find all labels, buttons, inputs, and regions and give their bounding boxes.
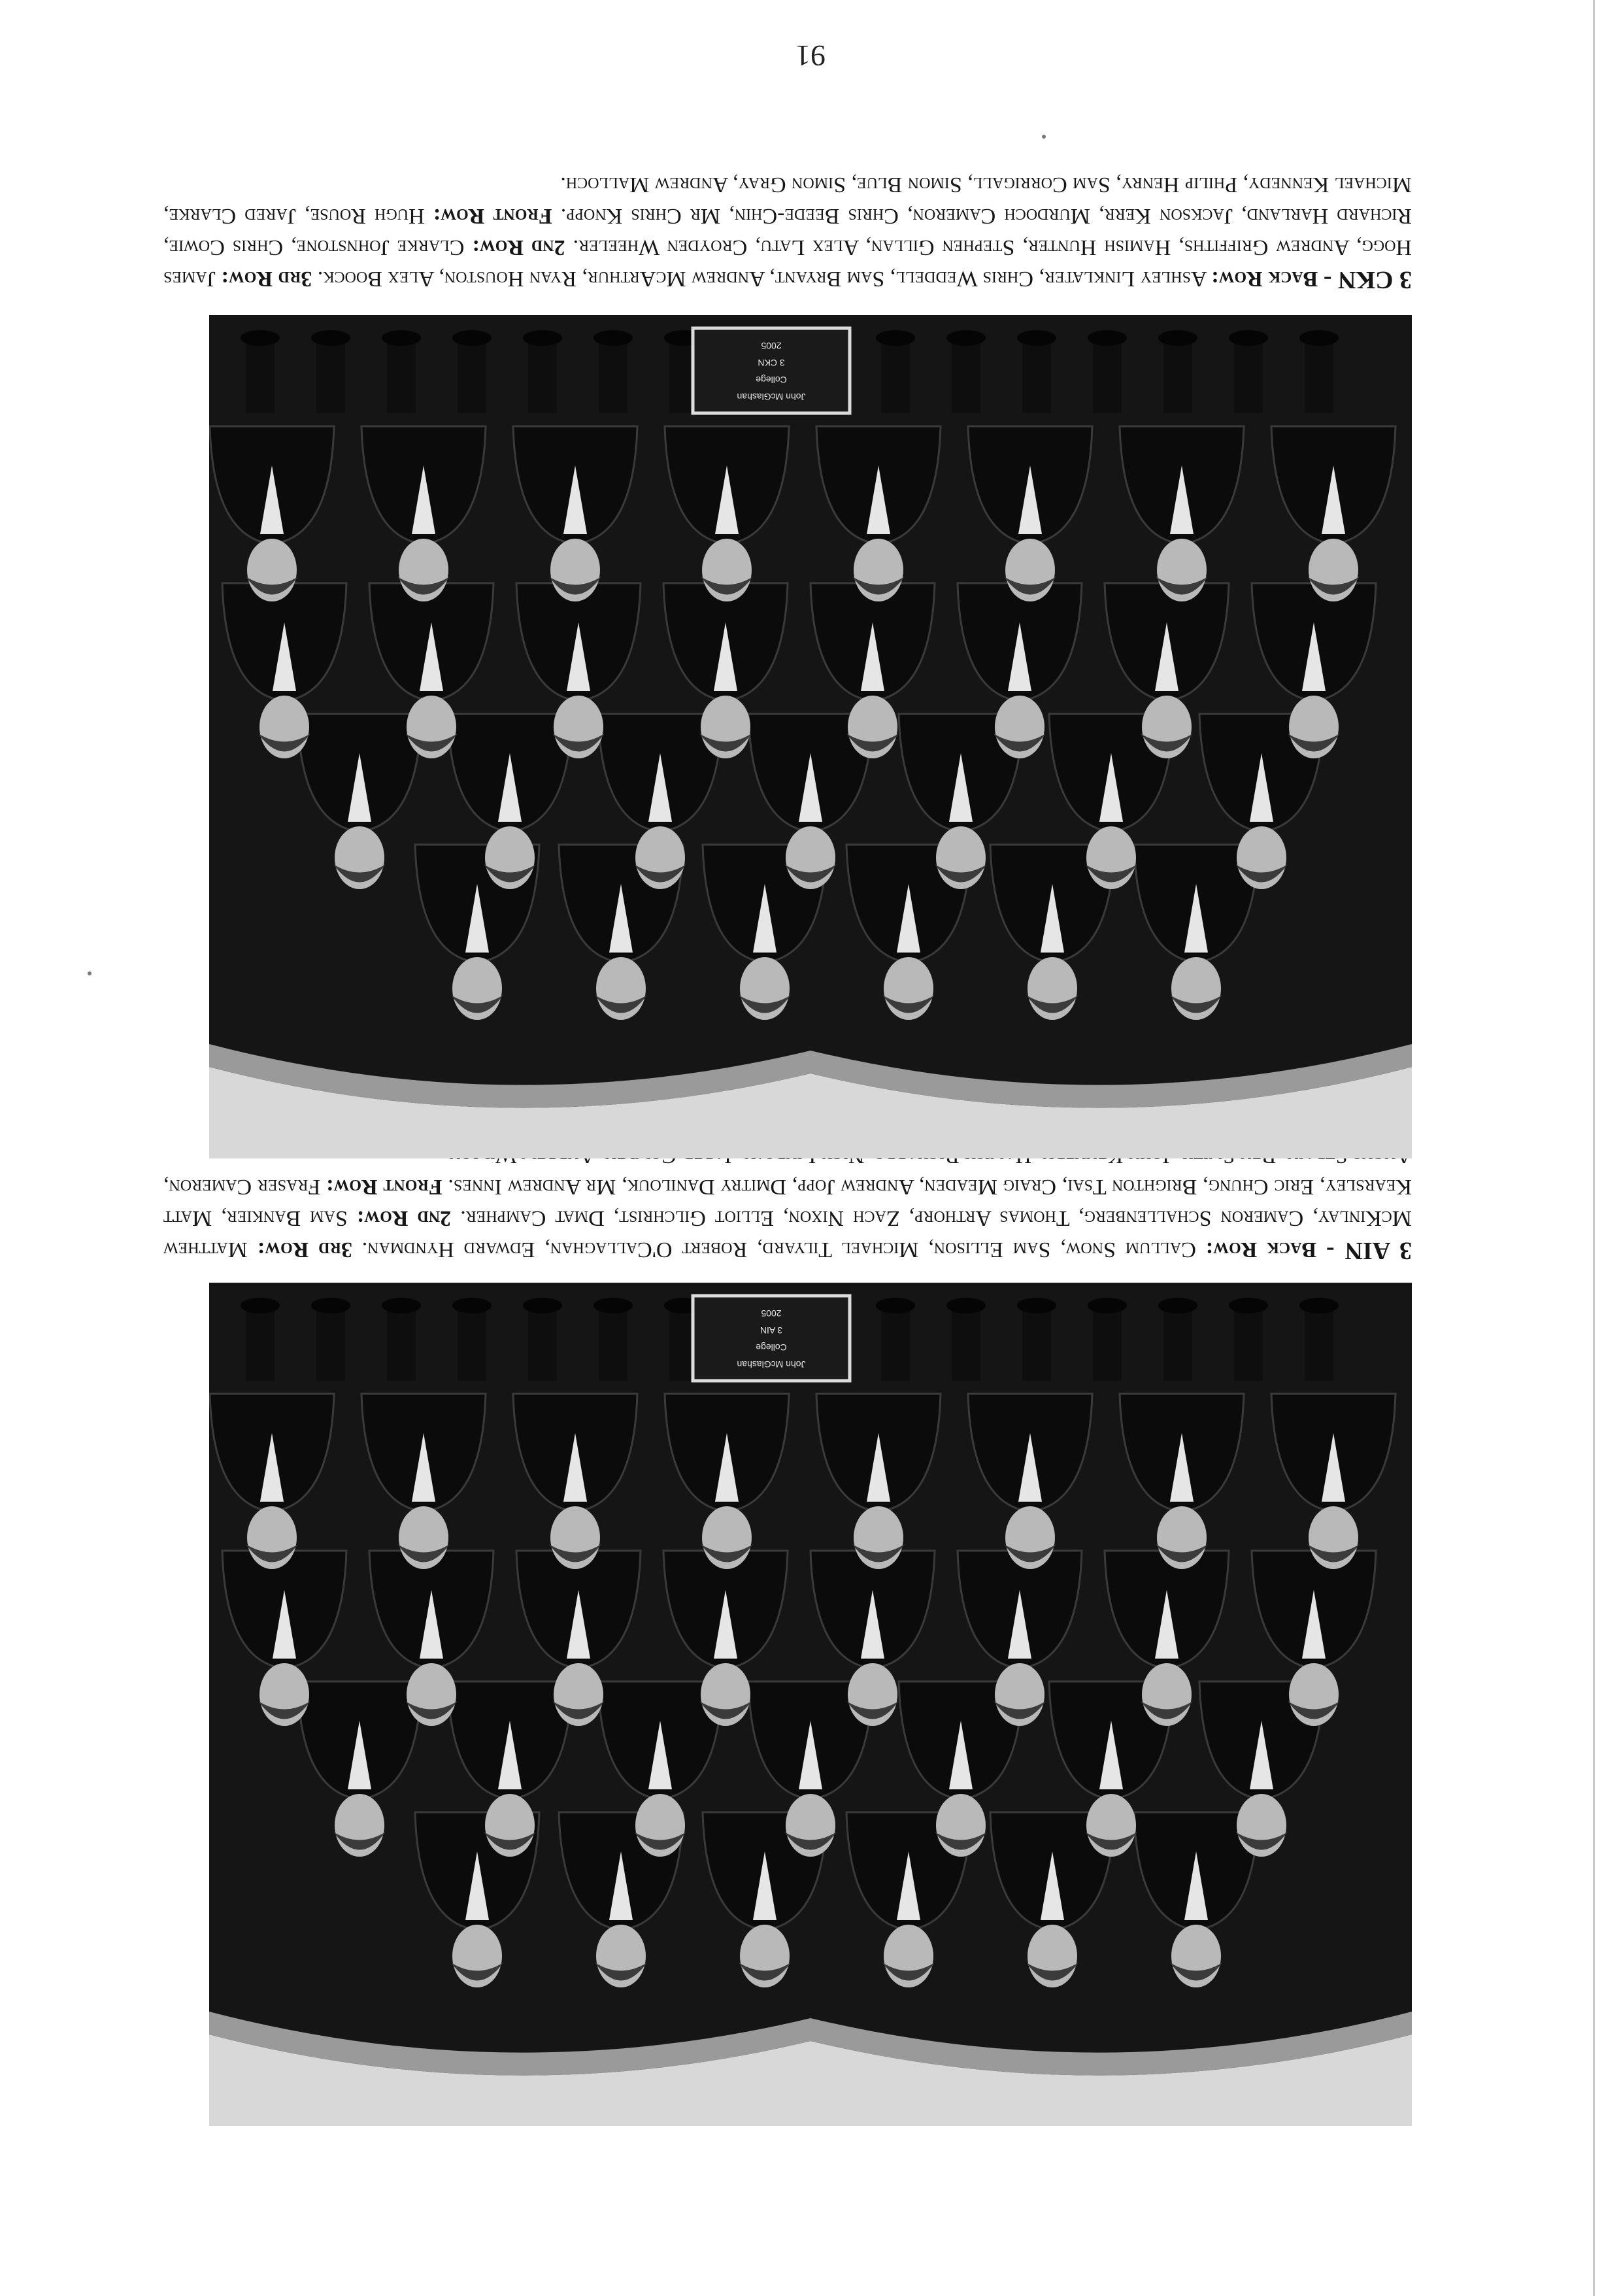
student-shoe	[311, 330, 350, 346]
row-names: Fraser Cameron,	[163, 1175, 321, 1199]
scan-edge-line	[1593, 0, 1595, 2296]
student-shoe	[593, 1298, 633, 1313]
name-board-line-4: 2005	[761, 341, 782, 351]
name-board	[693, 328, 850, 413]
student-legs	[458, 341, 486, 413]
name-board-line-1: John McGlashan	[737, 392, 806, 402]
student-shoe	[1158, 330, 1197, 346]
student-legs	[952, 1309, 980, 1381]
page-number: 91	[795, 39, 826, 73]
student-legs	[246, 1309, 275, 1381]
student-legs	[458, 1309, 486, 1381]
student-shoe	[1017, 330, 1056, 346]
student-shoe	[452, 330, 492, 346]
row-label: 2nd Row:	[472, 235, 565, 260]
class-label: 3 AIN -	[1326, 1237, 1412, 1264]
name-board-line-4: 2005	[761, 1308, 782, 1319]
row-names: James Hogg, Andrew Griffiths, Hamish Hunter, Stephen Gillan, Alex Latu, Croyden Wheeler.	[163, 235, 1412, 291]
name-board	[693, 1296, 850, 1381]
scan-speck	[1042, 135, 1046, 139]
student-legs	[1234, 1309, 1263, 1381]
student-shoe	[1299, 1298, 1339, 1313]
row-label: Back Row:	[1211, 267, 1318, 291]
row-label: 3rd Row:	[221, 267, 312, 291]
student-legs	[881, 341, 910, 413]
student-legs	[246, 341, 275, 413]
student-shoe	[1158, 1298, 1197, 1313]
student-shoe	[1088, 330, 1127, 346]
student-shoe	[382, 1298, 421, 1313]
student-legs	[528, 341, 557, 413]
class-photo-3ckn	[209, 315, 1412, 1158]
student-shoe	[311, 1298, 350, 1313]
name-board-line-2: College	[756, 375, 787, 385]
student-shoe	[1229, 330, 1268, 346]
row-label: 2nd Row:	[356, 1206, 452, 1230]
student-legs	[1234, 341, 1263, 413]
student-shoe	[452, 1298, 492, 1313]
name-board-line-3: 3 AIN	[760, 1325, 783, 1336]
row-names: Sam Bankier, Matt Kearsley, Eric Chung, Brighton Tsai, Craig Meaden, Andrew Jopp, Dmitry Danilouk, Mr Andrew Innes.	[163, 1175, 1412, 1230]
student-legs	[952, 341, 980, 413]
caption-3ain	[163, 1140, 1412, 1266]
student-shoe	[593, 330, 633, 346]
class-photo-3ain	[209, 1283, 1412, 2126]
class-photo-3ckn-image	[209, 315, 1412, 1158]
student-shoe	[523, 1298, 562, 1313]
student-shoe	[241, 330, 280, 346]
student-legs	[387, 1309, 416, 1381]
student-legs	[599, 1309, 627, 1381]
student-legs	[1163, 1309, 1192, 1381]
row-names: Matthew McKinlay, Cameron Schallenberg, Thomas Arthorp, Zach Nixon, Elliot Gilchrist, Dmat Campher.	[163, 1206, 1412, 1262]
row-names: Callum Snow, Sam Ellison, Michael Tilyard, Robert O'Callaghan, Edward Hyndman.	[361, 1238, 1196, 1262]
row-names: Hugh Rouse, Jared Clarke, Michael Kennedy, Philip Henry, Sam Corrigall, Simon Blue, Simon Gray, Andrew Malloch.	[163, 173, 1412, 228]
name-board-line-3: 3 CKN	[758, 358, 785, 368]
student-legs	[387, 341, 416, 413]
student-legs	[1163, 341, 1192, 413]
student-shoe	[946, 330, 986, 346]
student-shoe	[876, 330, 915, 346]
student-legs	[1305, 341, 1333, 413]
student-shoe	[523, 330, 562, 346]
student-legs	[1305, 1309, 1333, 1381]
student-shoe	[382, 330, 421, 346]
row-names: Ashley Linklater, Chris Weddell, Sam Bryant, Andrew McArthur, Ryan Houston, Alex Boock.	[317, 267, 1207, 291]
student-shoe	[241, 1298, 280, 1313]
row-label: Front Row:	[433, 204, 552, 228]
student-legs	[316, 1309, 345, 1381]
row-label: Back Row:	[1205, 1238, 1317, 1262]
student-legs	[1022, 341, 1051, 413]
class-photo-3ain-image	[209, 1283, 1412, 2126]
student-legs	[1093, 341, 1122, 413]
scan-speck	[88, 971, 92, 975]
student-shoe	[1229, 1298, 1268, 1313]
row-label: 3rd Row:	[257, 1238, 352, 1262]
caption-3ckn	[163, 169, 1412, 295]
student-shoe	[876, 1298, 915, 1313]
student-legs	[1022, 1309, 1051, 1381]
student-legs	[1093, 1309, 1122, 1381]
name-board-line-2: College	[756, 1342, 787, 1353]
student-legs	[316, 341, 345, 413]
student-shoe	[1017, 1298, 1056, 1313]
name-board-line-1: John McGlashan	[737, 1359, 806, 1370]
row-names: Clarke Johnstone, Chris Cowie, Richard Harland, Jackson Kerr, Murdoch Cameron, Chris Beede-Chin, Mr Chris Knopp.	[163, 204, 1412, 260]
student-shoe	[1299, 330, 1339, 346]
student-legs	[528, 1309, 557, 1381]
student-shoe	[1088, 1298, 1127, 1313]
row-label: Front Row:	[326, 1175, 443, 1199]
class-label: 3 CKN -	[1323, 266, 1412, 294]
student-legs	[881, 1309, 910, 1381]
student-legs	[599, 341, 627, 413]
student-shoe	[946, 1298, 986, 1313]
